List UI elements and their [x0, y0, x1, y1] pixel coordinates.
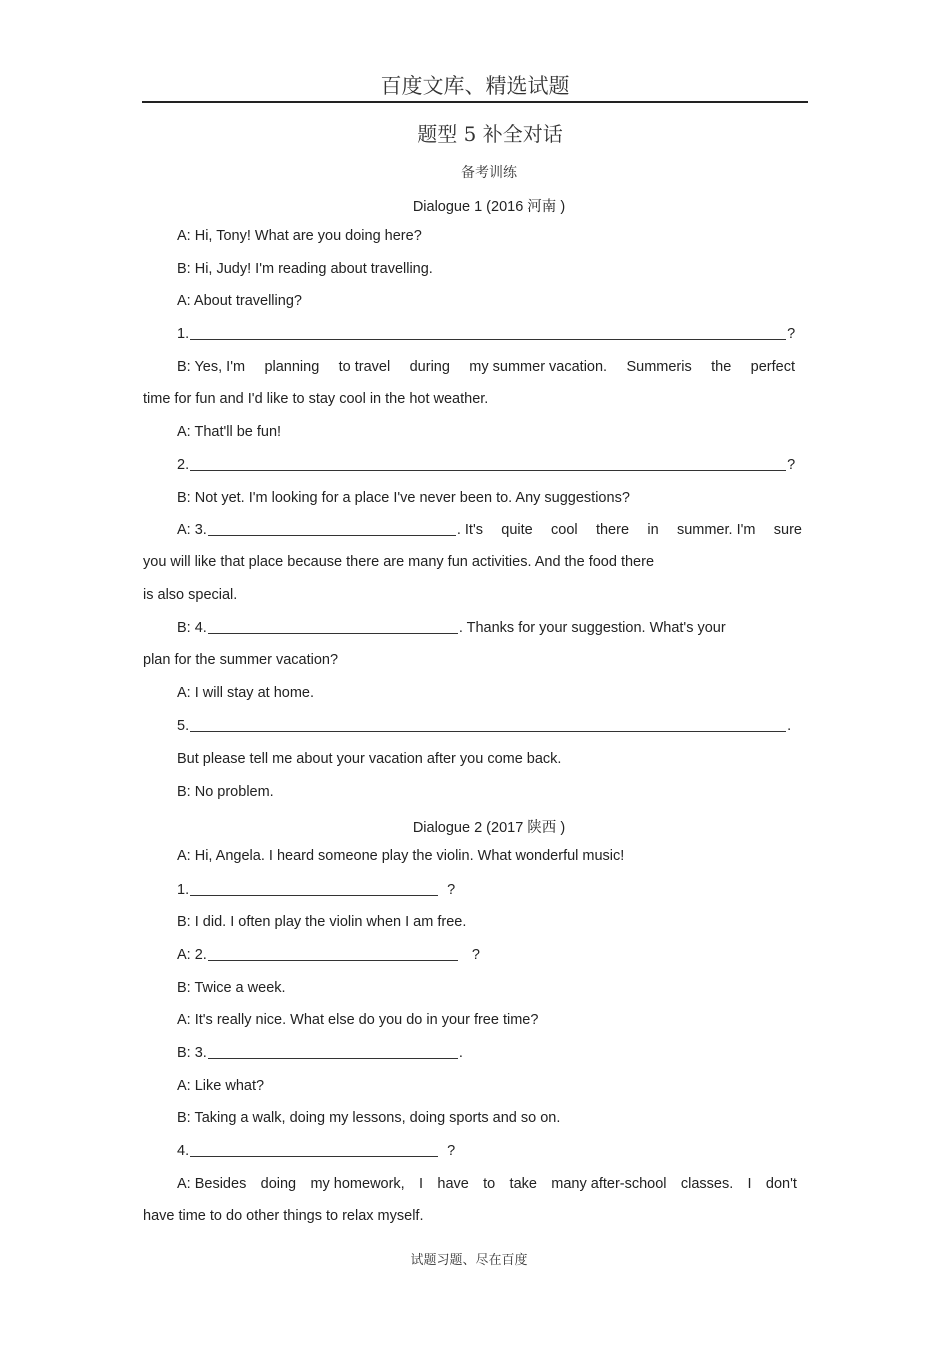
dialogue-line-justified: [177, 522, 802, 538]
answer-blank[interactable]: [208, 1058, 458, 1059]
question-4: [177, 1143, 455, 1159]
answer-blank[interactable]: [190, 339, 786, 340]
dialogue-line-justified: [177, 1176, 797, 1192]
dialogue-line: B: Twice a week.: [177, 980, 286, 996]
dialogue-line-justified: [177, 359, 795, 375]
word: don't: [765, 1176, 797, 1192]
answer-3-group: [177, 522, 483, 538]
question-end: ?: [447, 882, 456, 898]
word: classes.: [680, 1176, 734, 1192]
word: B: Yes, I'm: [177, 359, 246, 375]
word: planning: [264, 359, 320, 375]
dialogue-line: A: About travelling?: [177, 293, 302, 309]
answer-2-line: [177, 947, 480, 963]
question-1: [177, 882, 455, 898]
word: quite: [501, 522, 533, 538]
page-footer: 试题习题、尽在百度: [410, 1253, 528, 1268]
word: summer. I'm: [676, 522, 756, 538]
question-end: ?: [471, 947, 480, 963]
question-2: [177, 457, 795, 473]
dialogue-line: B: Taking a walk, doing my lessons, doing sports and so on.: [177, 1110, 561, 1126]
word: I: [419, 1176, 424, 1192]
page-subtitle: 备考训练: [461, 165, 517, 181]
answer-end: .: [458, 1045, 463, 1061]
question-end: ?: [787, 326, 796, 342]
answer-4-line: [177, 620, 726, 636]
answer-blank[interactable]: [208, 535, 456, 536]
word: I: [747, 1176, 752, 1192]
question-end: ?: [447, 1143, 456, 1159]
dialogue-line: B: Not yet. I'm looking for a place I've never been to. Any suggestions?: [177, 490, 630, 506]
question-end: .: [787, 718, 792, 734]
word: perfect: [750, 359, 795, 375]
dialogue-line-continued: plan for the summer vacation?: [143, 652, 339, 668]
word: take: [509, 1176, 537, 1192]
word: my homework,: [310, 1176, 405, 1192]
question-number: 4.: [177, 1143, 190, 1159]
header-divider: [142, 101, 808, 103]
word: to travel: [338, 359, 391, 375]
question-number: 1.: [177, 882, 190, 898]
answer-prefix: B: 4.: [177, 620, 207, 636]
dialogue-line: B: No problem.: [177, 784, 274, 800]
word: in: [647, 522, 659, 538]
word: cool: [551, 522, 578, 538]
answer-blank[interactable]: [190, 470, 786, 471]
question-number: 2.: [177, 457, 190, 473]
question-5: [177, 718, 791, 734]
answer-blank[interactable]: [190, 895, 438, 896]
dialogue-line: A: Hi, Angela. I heard someone play the violin. What wonderful music!: [177, 848, 625, 864]
dialogue-line: But please tell me about your vacation after you come back.: [177, 751, 562, 767]
page-title: 题型 5 补全对话: [417, 122, 563, 146]
dialogue-line-continued: have time to do other things to relax myself.: [143, 1208, 424, 1224]
word: there: [595, 522, 630, 538]
header-title: 百度文库、精选试题: [380, 74, 570, 98]
dialogue-line: A: That'll be fun!: [177, 424, 282, 440]
answer-prefix: A: 3.: [177, 522, 207, 538]
question-number: 1.: [177, 326, 190, 342]
answer-prefix: A: 2.: [177, 947, 207, 963]
word: during: [409, 359, 450, 375]
dialogue-line-continued: you will like that place because there are many fun activities. And the food there: [143, 554, 655, 570]
word: A: Besides: [177, 1176, 247, 1192]
answer-blank[interactable]: [190, 1156, 438, 1157]
dialogue-line: A: Hi, Tony! What are you doing here?: [177, 228, 422, 244]
answer-prefix: B: 3.: [177, 1045, 207, 1061]
dialogue-line-continued: time for fun and I'd like to stay cool in the hot weather.: [143, 391, 489, 407]
answer-blank[interactable]: [190, 731, 786, 732]
question-1: [177, 326, 795, 342]
word: have: [437, 1176, 469, 1192]
dialogue-line: A: Like what?: [177, 1078, 265, 1094]
answer-suffix: . Thanks for your suggestion. What's your: [458, 620, 726, 636]
word: sure: [773, 522, 802, 538]
question-number: 5.: [177, 718, 190, 734]
dialogue-line-continued: is also special.: [143, 587, 238, 603]
answer-blank[interactable]: [208, 633, 458, 634]
word: many after-school: [551, 1176, 667, 1192]
word: doing: [260, 1176, 297, 1192]
dialogue-line: B: I did. I often play the violin when I am free.: [177, 914, 467, 930]
answer-blank[interactable]: [208, 960, 458, 961]
answer-3-line: [177, 1045, 463, 1061]
word: my summer vacation.: [469, 359, 608, 375]
dialogue-line: A: I will stay at home.: [177, 685, 314, 701]
dialogue-1-heading: Dialogue 1 (2016 河南 ): [412, 199, 566, 215]
dialogue-line: B: Hi, Judy! I'm reading about travelling.: [177, 261, 433, 277]
word: to: [483, 1176, 496, 1192]
question-end: ?: [787, 457, 796, 473]
word: . It's: [456, 522, 483, 538]
dialogue-2-heading: Dialogue 2 (2017 陕西 ): [412, 820, 566, 836]
dialogue-line: A: It's really nice. What else do you do in your free time?: [177, 1012, 539, 1028]
word: the: [711, 359, 732, 375]
word: Summeris: [626, 359, 692, 375]
